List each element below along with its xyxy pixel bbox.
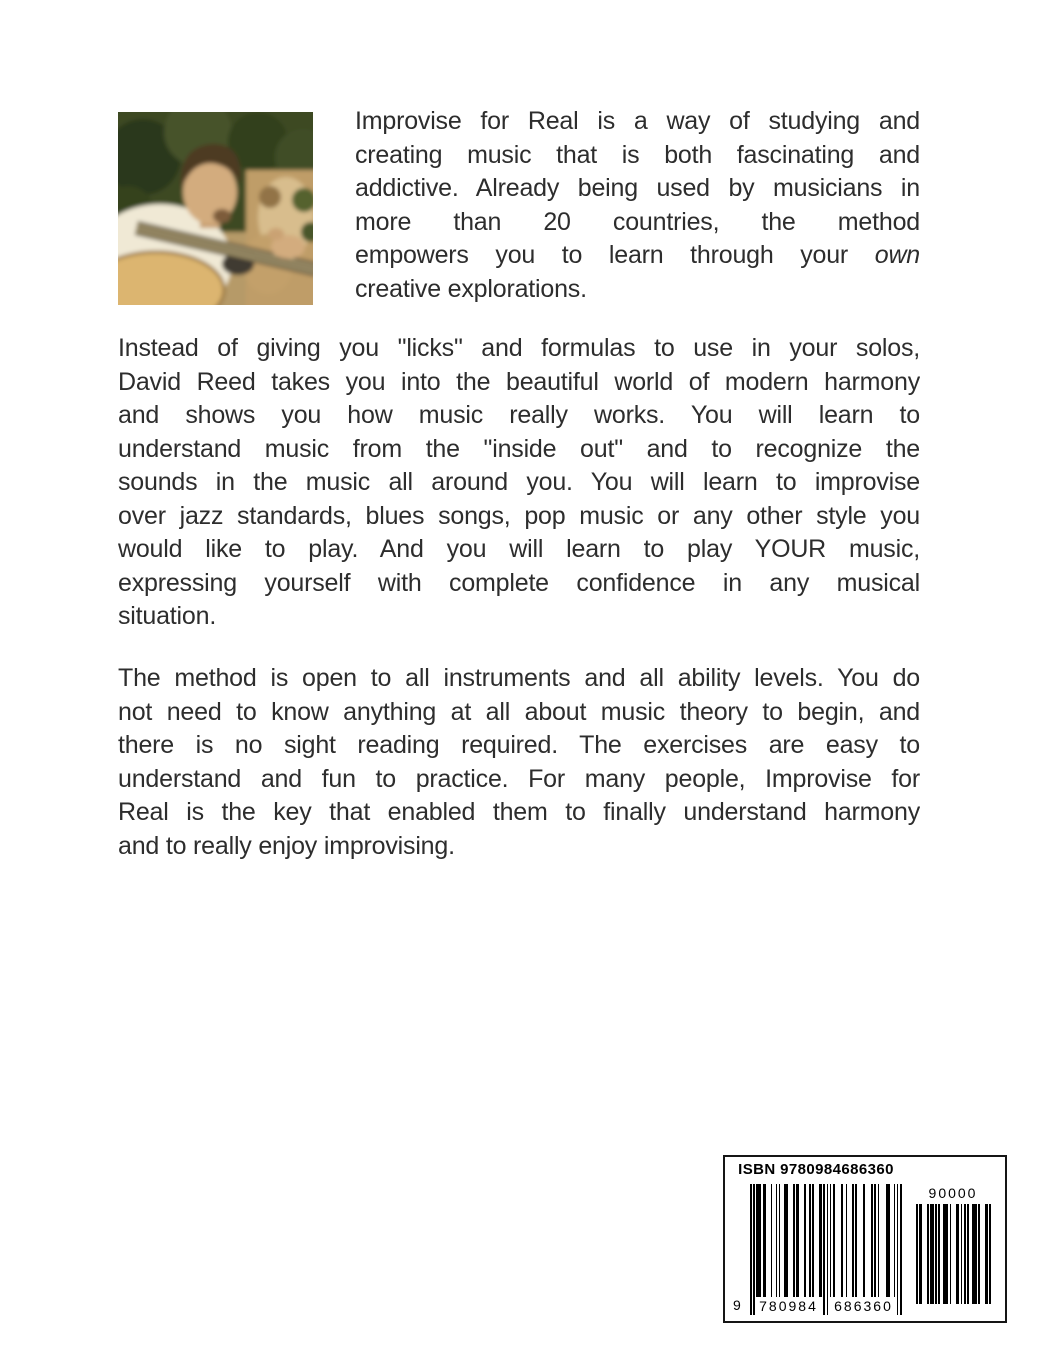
body-paragraph-1: [118, 332, 920, 634]
text-line: David Reed takes you into the beautiful world of modern harmony: [118, 367, 920, 396]
text-line: understand and fun to practice. For many people, Improvise for: [118, 764, 920, 793]
text-line: Improvise for Real is a way of studying and: [355, 107, 920, 135]
isbn-digits-group-1: 780984: [755, 1297, 822, 1315]
text-line: over jazz standards, blues songs, pop music or any other style you: [118, 501, 920, 530]
intro-paragraph: [355, 105, 920, 306]
text-line: more than 20 countries, the method: [355, 207, 920, 236]
text-line: creative explorations.: [355, 274, 587, 303]
isbn-barcode-panel: [723, 1155, 1007, 1323]
author-playing-guitar-photo: [118, 112, 313, 305]
intro-section: [118, 105, 920, 306]
text-line: not need to know anything at all about music theory to begin, and: [118, 697, 920, 726]
text-line: empowers you to learn through your own: [355, 241, 920, 269]
text-line: there is no sight reading required. The exercises are easy to: [118, 731, 920, 759]
body-paragraph-2: [118, 662, 920, 863]
text-line: The method is open to all instruments and all ability levels. You do: [118, 664, 920, 692]
text-line: sounds in the music all around you. You will learn to improvise: [118, 468, 920, 496]
supplement-price-code: 90000: [928, 1185, 978, 1201]
text-line: Instead of giving you "licks" and formulas to use in your solos,: [118, 334, 920, 362]
ean5-supplement-barcode: [913, 1184, 993, 1304]
ean13-bars: [750, 1184, 902, 1315]
text-line: expressing yourself with complete confidence in any musical: [118, 568, 920, 597]
text-line: situation.: [118, 602, 217, 630]
isbn-lead-digit: 9: [733, 1297, 741, 1313]
ean5-bars: [915, 1204, 992, 1304]
text-line: creating music that is both fascinating and: [355, 140, 920, 169]
text-line: Real is the key that enabled them to finally understand harmony: [118, 798, 920, 826]
isbn-digits-group-2: 686360: [830, 1297, 897, 1315]
text-line: and to really enjoy improvising.: [118, 831, 455, 860]
text-line: understand music from the "inside out" and to recognize the: [118, 434, 920, 463]
text-line: would like to play. And you will learn to play YOUR music,: [118, 535, 920, 563]
text-line: and shows you how music really works. You will learn to: [118, 401, 920, 429]
text-line: addictive. Already being used by musicians in: [355, 174, 920, 202]
isbn-number-label: ISBN 9780984686360: [738, 1161, 894, 1178]
ean13-barcode: [750, 1184, 902, 1315]
author-photo: [118, 112, 313, 305]
